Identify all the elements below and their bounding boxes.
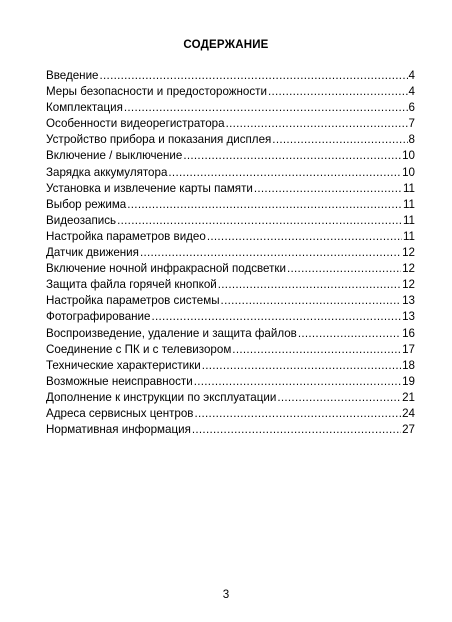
toc-item-text: Фотографирование xyxy=(46,310,151,324)
toc-item xyxy=(46,309,415,325)
page-number: 3 xyxy=(222,588,230,601)
toc-leader-dots xyxy=(207,229,402,245)
toc-leader-dots xyxy=(168,165,401,181)
table-of-contents xyxy=(46,68,415,438)
toc-item xyxy=(46,229,415,245)
toc-item-text: Выбор режима xyxy=(46,197,127,211)
toc-item-page: 21 xyxy=(402,390,415,404)
toc-item-page: 4 xyxy=(408,85,415,99)
toc-item-text: Настройка параметров видео xyxy=(46,229,206,243)
toc-item xyxy=(46,277,415,293)
toc-item-text: Включение ночной инфракрасной подсветки xyxy=(46,262,286,276)
toc-item-text: Зарядка аккумулятора xyxy=(46,165,168,179)
toc-item-page: 11 xyxy=(402,181,415,195)
toc-item-page: 10 xyxy=(402,165,415,179)
toc-item-page: 12 xyxy=(402,262,415,276)
toc-item-text: Включение / выключение xyxy=(46,149,183,163)
page-title: СОДЕРЖАНИЕ xyxy=(183,39,269,51)
toc-leader-dots xyxy=(226,116,408,132)
toc-item-text: Установка и извлечение карты памяти xyxy=(46,181,253,195)
toc-item-page: 18 xyxy=(402,358,415,372)
toc-item-page: 4 xyxy=(408,69,415,82)
toc-item-text: Устройство прибора и показания дисплея xyxy=(46,133,272,147)
toc-item-page: 11 xyxy=(402,229,415,243)
toc-item-text: Комплектация xyxy=(46,101,123,115)
toc-item-page: 8 xyxy=(408,133,415,147)
toc-leader-dots xyxy=(140,245,401,261)
toc-item-text: Меры безопасности и предосторожности xyxy=(46,85,267,99)
toc-item-text: Возможные неисправности xyxy=(46,374,193,388)
toc-leader-dots xyxy=(268,84,408,100)
toc-item xyxy=(46,100,415,116)
toc-item xyxy=(46,245,415,261)
toc-leader-dots xyxy=(298,326,401,342)
toc-item-page: 11 xyxy=(402,213,415,227)
toc-item xyxy=(46,390,415,406)
toc-item xyxy=(46,68,415,84)
toc-item xyxy=(46,165,415,181)
toc-leader-dots xyxy=(100,68,408,84)
toc-item xyxy=(46,422,415,438)
toc-item-page: 11 xyxy=(402,197,415,211)
toc-item xyxy=(46,181,415,197)
toc-leader-dots xyxy=(232,342,401,358)
toc-item-text: Нормативная информация xyxy=(46,423,191,437)
toc-item xyxy=(46,261,415,277)
toc-item-text: Датчик движения xyxy=(46,246,139,260)
toc-leader-dots xyxy=(192,422,401,438)
toc-item-text: Настройка параметров системы xyxy=(46,294,220,308)
toc-leader-dots xyxy=(277,390,401,406)
toc-item xyxy=(46,116,415,132)
toc-leader-dots xyxy=(127,197,402,213)
toc-item xyxy=(46,326,415,342)
toc-item-page: 10 xyxy=(402,149,415,163)
toc-item-page: 12 xyxy=(402,278,415,292)
toc-leader-dots xyxy=(183,148,401,164)
toc-item xyxy=(46,358,415,374)
toc-item-text: Технические характеристики xyxy=(46,358,201,372)
toc-item xyxy=(46,342,415,358)
toc-item-page: 7 xyxy=(408,117,415,131)
toc-item-text: Введение xyxy=(46,69,99,82)
toc-leader-dots xyxy=(151,309,401,325)
toc-item-text: Адреса сервисных центров xyxy=(46,406,194,420)
toc-item-page: 13 xyxy=(402,294,415,308)
toc-leader-dots xyxy=(194,406,401,422)
toc-leader-dots xyxy=(124,100,408,116)
toc-leader-dots xyxy=(194,374,401,390)
toc-leader-dots xyxy=(272,132,407,148)
toc-leader-dots xyxy=(221,293,402,309)
toc-item-text: Дополнение к инструкции по эксплуатации xyxy=(46,390,277,404)
toc-item-page: 27 xyxy=(402,423,415,437)
toc-item-page: 13 xyxy=(402,310,415,324)
toc-item-text: Защита файла горячей кнопкой xyxy=(46,278,217,292)
toc-leader-dots xyxy=(287,261,401,277)
toc-item-page: 17 xyxy=(402,342,415,356)
toc-item-text: Соединение с ПК и с телевизором xyxy=(46,342,232,356)
toc-leader-dots xyxy=(218,277,401,293)
toc-item xyxy=(46,84,415,100)
toc-item-page: 6 xyxy=(408,101,415,115)
toc-leader-dots xyxy=(117,213,402,229)
toc-item xyxy=(46,148,415,164)
toc-leader-dots xyxy=(202,358,401,374)
toc-item-text: Воспроизведение, удаление и защита файлов xyxy=(46,326,297,340)
toc-item-page: 24 xyxy=(402,406,415,420)
toc-item-text: Особенности видеорегистратора xyxy=(46,117,225,131)
toc-item xyxy=(46,406,415,422)
toc-item-page: 19 xyxy=(402,374,415,388)
toc-item xyxy=(46,213,415,229)
toc-item xyxy=(46,197,415,213)
toc-item-text: Видеозапись xyxy=(46,213,117,227)
toc-item-page: 16 xyxy=(402,326,415,340)
toc-item-page: 12 xyxy=(402,246,415,260)
toc-item xyxy=(46,132,415,148)
toc-leader-dots xyxy=(254,181,402,197)
toc-item xyxy=(46,374,415,390)
toc-item xyxy=(46,293,415,309)
